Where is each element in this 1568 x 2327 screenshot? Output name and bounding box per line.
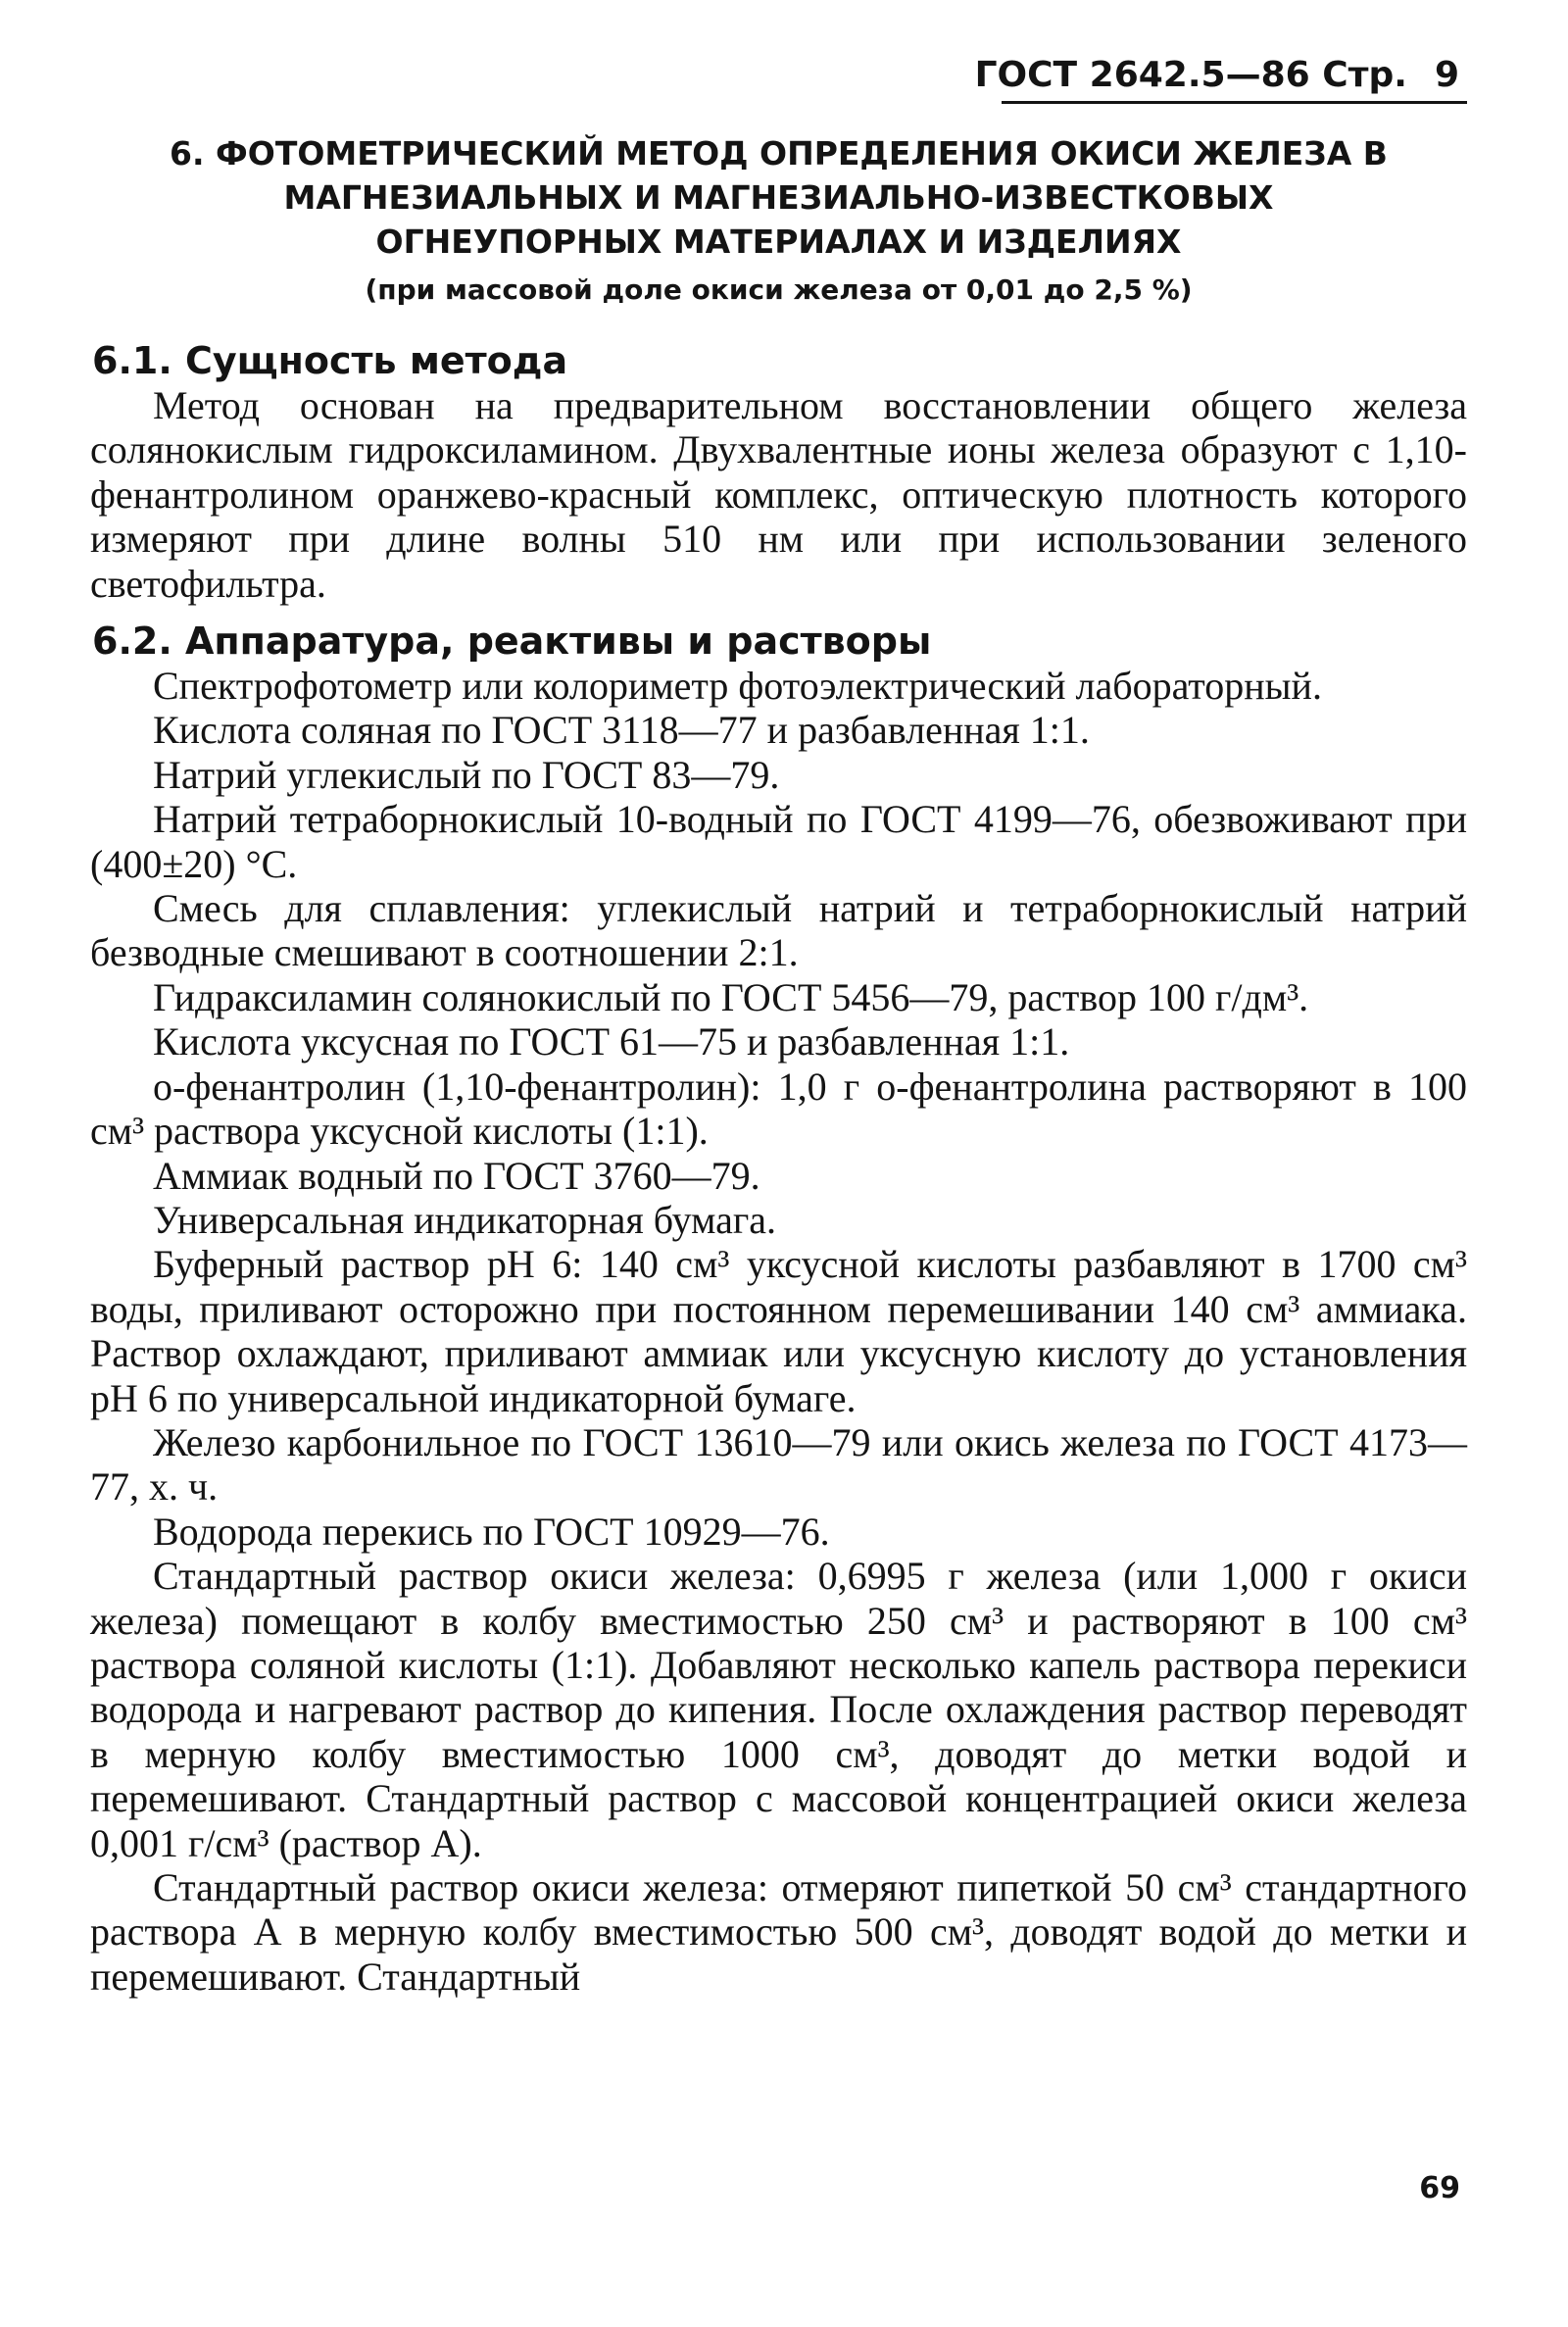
subsection-heading-6-2: 6.2. Аппаратура, реактивы и растворы [92,619,932,664]
subsection-heading-6-1: 6.1. Сущность метода [92,339,568,382]
paragraph: Стандартный раствор окиси железа: отмеряют пипеткой 50 см³ стандартного раствора А в мерную колбу вместимостью 500 см³, доводят водой до метки и перемешивают. Стандартный [90,1865,1467,1999]
paragraph: Универсальная индикаторная бумага. [153,1197,777,1242]
paragraph: Гидраксиламин солянокислый по ГОСТ 5456—79, раствор 100 г/дм³. [153,974,1309,1019]
paragraph: Натрий тетраборнокислый 10-водный по ГОСТ 4199—76, обезвоживают при (400±20) °С. [90,797,1467,886]
title-line-3: ОГНЕУПОРНЫХ МАТЕРИАЛАХ И ИЗДЕЛИЯХ [375,223,1182,261]
paragraph: Спектрофотометр или колориметр фотоэлектрический лабораторный. [153,664,1322,709]
paragraph: Водорода перекись по ГОСТ 10929—76. [153,1509,830,1554]
paragraph: Буферный раствор рН 6: 140 см³ уксусной кислоты разбавляют в 1700 см³ воды, приливают осторожно при постоянном перемешивании 140 см³ аммиака. Раствор охлаждают, приливают аммиак или уксусную кислоту до установления рН 6 по универсальной индикаторной бумаге. [90,1242,1467,1420]
paragraph: Метод основан на предварительном восстановлении общего железа солянокислым гидроксиламином. Двухвалентные ионы железа образуют с 1,10-фенантролином оранжево-красный комплекс, оптическую плотность которого измеряют при длине волны 510 нм или при использовании зеленого светофильтра. [90,383,1467,606]
paragraph: Смесь для сплавления: углекислый натрий и тетраборнокислый натрий безводные смешивают в соотношении 2:1. [90,886,1467,975]
paragraph: Кислота уксусная по ГОСТ 61—75 и разбавленная 1:1. [153,1019,1070,1064]
paragraph: Натрий углекислый по ГОСТ 83—79. [153,752,780,797]
title-line-1: 6. ФОТОМЕТРИЧЕСКИЙ МЕТОД ОПРЕДЕЛЕНИЯ ОКИСИ ЖЕЛЕЗА В [170,134,1388,173]
running-header [974,55,1467,104]
paragraph: Стандартный раствор окиси железа: 0,6995 г железа (или 1,000 г окиси железа) помещают в колбу вместимостью 250 см³ и растворяют в 100 см³ раствора соляной кислоты (1:1). Добавляют несколько капель раствора перекиси водорода и нагревают раствор до кипения. После охлаждения раствор переводят в мерную колбу вместимостью 1000 см³, доводят до метки водой и перемешивают. Стандартный раствор с массовой концентрацией окиси железа 0,001 г/см³ (раствор А). [90,1554,1467,1865]
footer-page-number: 69 [1419,2171,1460,2205]
paragraph: о-фенантролин (1,10-фенантролин): 1,0 г о-фенантролина растворяют в 100 см³ раствора уксусной кислоты (1:1). [90,1064,1467,1154]
section-subtitle: (при массовой доле окиси железа от 0,01 до 2,5 %) [365,273,1193,306]
document-page [90,55,1467,1999]
header-page-number: 9 [1434,55,1459,95]
standard-designation: ГОСТ 2642.5—86 Стр. [974,55,1407,95]
paragraph: Аммиак водный по ГОСТ 3760—79. [153,1153,760,1198]
title-line-2: МАГНЕЗИАЛЬНЫХ И МАГНЕЗИАЛЬНО-ИЗВЕСТКОВЫХ [283,178,1274,217]
paragraph: Кислота соляная по ГОСТ 3118—77 и разбавленная 1:1. [153,708,1090,753]
section-title [90,131,1467,264]
paragraph: Железо карбонильное по ГОСТ 13610—79 или окись железа по ГОСТ 4173—77, х. ч. [90,1419,1467,1510]
